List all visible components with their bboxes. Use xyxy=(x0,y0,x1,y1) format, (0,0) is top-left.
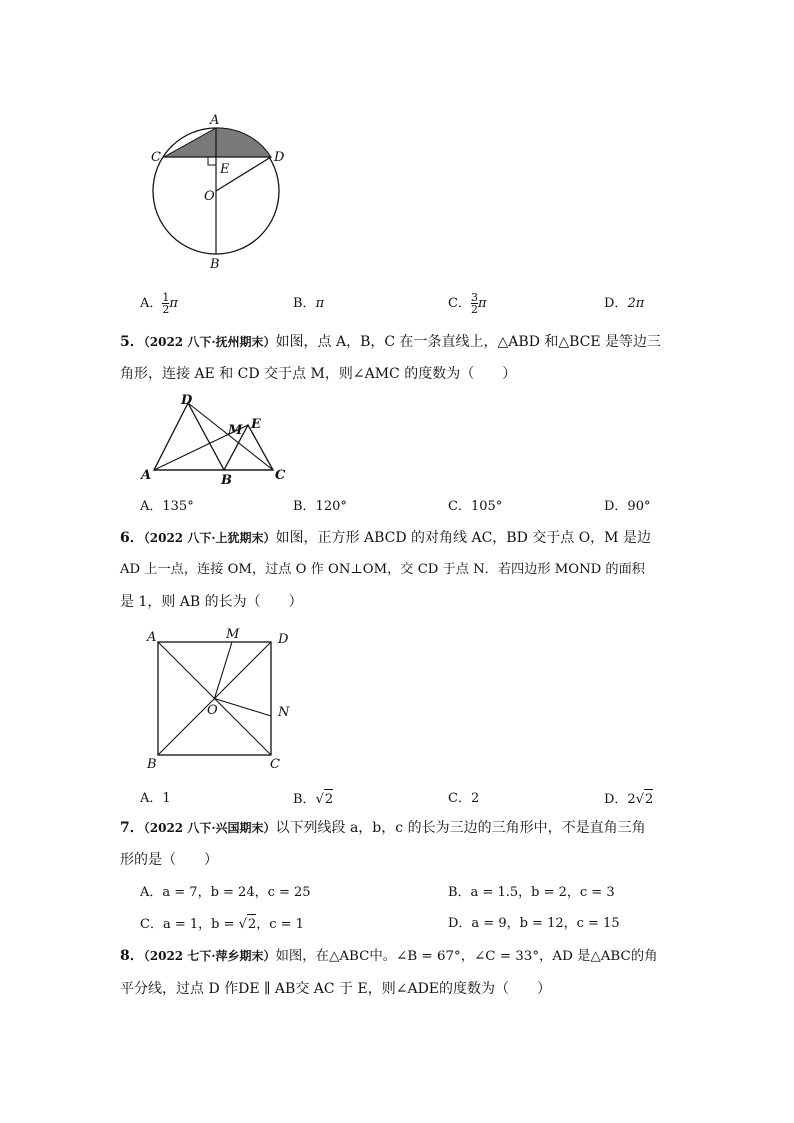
q6-option-b-sqrt-icon: √ xyxy=(315,792,324,807)
q6-option-a[interactable]: A．1 xyxy=(140,791,171,806)
q6-square-figure xyxy=(140,622,310,777)
q5-source: （2022 八下·抚州期末） xyxy=(143,335,276,349)
q4-option-c[interactable]: C．$\frac{3}{2}$ π xyxy=(448,291,487,316)
q5-label-b: B xyxy=(221,473,232,488)
q7-stem xyxy=(120,812,680,876)
q5-label-a: A xyxy=(141,468,152,483)
q6-label-o: O xyxy=(207,703,218,718)
q7-option-c[interactable]: C．a = 1，b = √2，c = 1 xyxy=(140,914,304,935)
q7-option-d[interactable]: D．a = 9，b = 12，c = 15 xyxy=(448,916,620,931)
q4-label-a: A xyxy=(210,113,220,128)
q6-line1: 6．（2022 八下·上犹期末）如图，正方形 ABCD 的对角线 AC，BD 交于点 O，M 是边 xyxy=(120,530,651,546)
q6-label-a: A xyxy=(147,630,157,645)
q6-source: （2022 八下·上犹期末） xyxy=(143,531,276,545)
q4-label-e: E xyxy=(220,162,230,177)
q6-label-b: B xyxy=(147,757,157,772)
q6-option-b[interactable]: B．√2 xyxy=(293,789,333,810)
q7-line2: 形的是（ ） xyxy=(120,852,218,868)
q5-triangle-abd xyxy=(154,403,224,470)
q7-line1: 7．（2022 八下·兴国期末）以下列线段 a，b，c 的长为三边的三角形中，不是直角三角 xyxy=(120,820,646,836)
q7-number: 7． xyxy=(120,820,144,836)
q4-right-angle-mark xyxy=(208,157,216,165)
q5-label-m: M xyxy=(228,423,243,438)
q8-source: （2022 七下·萍乡期末） xyxy=(143,949,276,963)
q4-shaded-segment xyxy=(164,128,271,157)
q5-label-e: E xyxy=(251,417,261,432)
q7-source: （2022 八下·兴国期末） xyxy=(143,821,276,835)
q6-line2: AD 上一点，连接 OM，过点 O 作 ON⊥OM，交 CD 于点 N．若四边形 MOND 的面积 xyxy=(120,562,645,577)
q5-option-a[interactable]: A．135° xyxy=(140,499,194,514)
q5-line1: 5．（2022 八下·抚州期末）如图，点 A，B，C 在一条直线上，△ABD 和△BCE 是等边三 xyxy=(120,334,662,350)
q5-number: 5． xyxy=(120,334,144,350)
q4-label-c: C xyxy=(151,150,161,165)
q6-label-c: C xyxy=(270,757,280,772)
q5-option-c[interactable]: C．105° xyxy=(448,499,503,514)
q5-stem xyxy=(120,326,680,390)
q4-option-d[interactable]: D．2π xyxy=(604,296,645,311)
q6-option-d-sqrt-icon: √ xyxy=(635,792,644,807)
q6-option-c[interactable]: C．2 xyxy=(448,791,480,806)
q4-circle-figure xyxy=(140,105,300,270)
q6-label-n: N xyxy=(278,705,290,720)
q4-option-a[interactable]: A．$\frac{1}{2}$ π xyxy=(140,291,178,316)
q8-stem xyxy=(120,940,680,1005)
q6-line3: 是 1，则 AB 的长为（ ） xyxy=(120,594,303,610)
q5-option-d[interactable]: D．90° xyxy=(604,499,651,514)
q5-label-c: C xyxy=(275,468,286,483)
q4-option-c-fraction: $\frac{3}{2}$ xyxy=(470,291,478,316)
q7-option-b[interactable]: B．a = 1.5，b = 2，c = 3 xyxy=(448,885,615,900)
q7-option-a[interactable]: A．a = 7，b = 24，c = 25 xyxy=(140,885,311,900)
q8-line2: 平分线，过点 D 作DE ∥ AB交 AC 于 E，则∠ADE的度数为（ ） xyxy=(120,981,552,997)
q4-label-b: B xyxy=(210,257,220,270)
q4-option-a-fraction: $\frac{1}{2}$ xyxy=(162,291,170,316)
q6-label-m: M xyxy=(226,627,240,642)
q4-option-b[interactable]: B．π xyxy=(293,296,325,311)
q7-option-c-sqrt-icon: √ xyxy=(238,917,247,932)
q5-option-b[interactable]: B．120° xyxy=(293,499,347,514)
q6-option-d[interactable]: D．2√2 xyxy=(604,789,653,810)
q8-number: 8． xyxy=(120,948,144,964)
q5-line2: 角形，连接 AE 和 CD 交于点 M，则∠AMC 的度数为（ ） xyxy=(120,366,517,382)
q5-label-d: D xyxy=(181,393,193,408)
q8-line1: 8．（2022 七下·萍乡期末）如图，在△ABC中。∠B = 67°，∠C = 33°，AD 是△ABC的角 xyxy=(120,948,658,964)
q6-stem xyxy=(120,522,680,618)
q5-triangle-figure xyxy=(135,390,295,490)
q6-label-d: D xyxy=(278,632,289,647)
q4-label-d: D xyxy=(274,150,285,165)
q4-label-o: O xyxy=(204,189,215,204)
q6-number: 6． xyxy=(120,530,144,546)
